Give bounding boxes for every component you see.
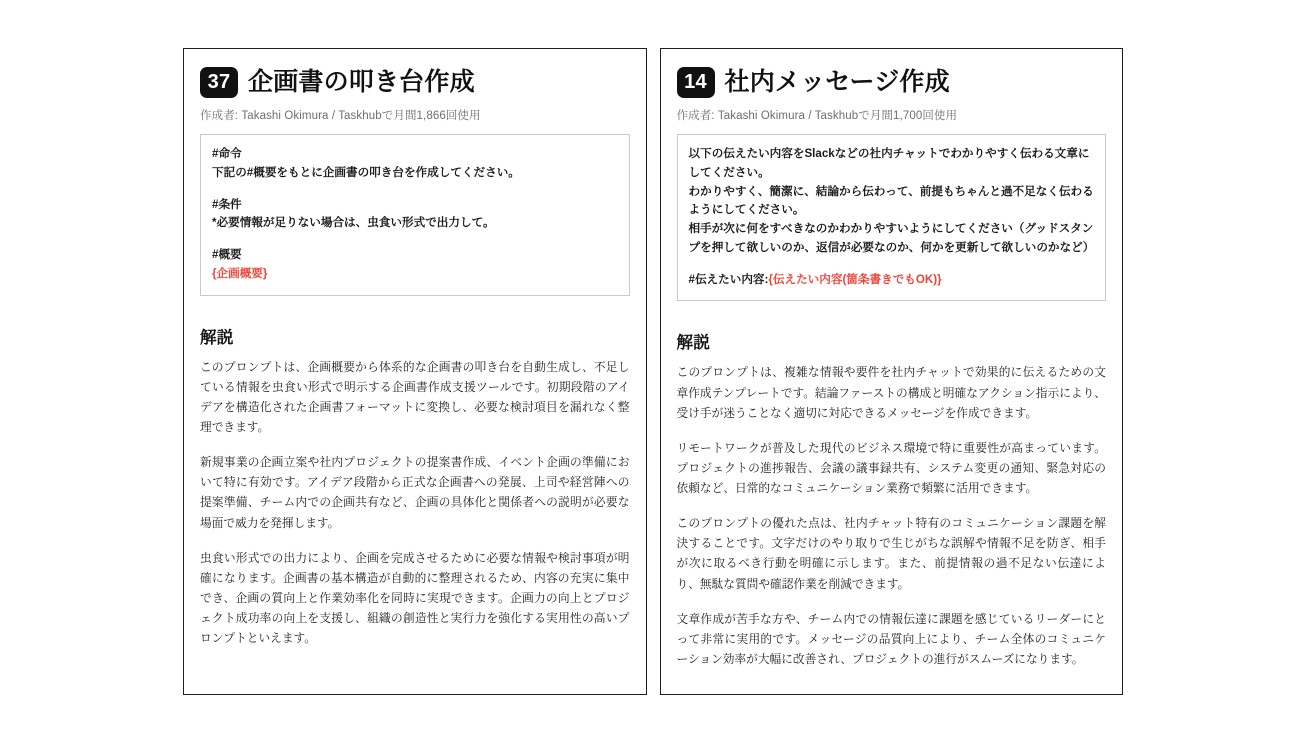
prompt-spacer — [212, 183, 618, 196]
explanation-paragraph: 文章作成が苦手な方や、チーム内での情報伝達に課題を感じているリーダーにとって非常に実用的です。メッセージの品質向上により、チーム全体のコミュニケーション効率が大幅に改善され、プロジェクトの進行がスムーズになります。 — [676, 612, 1106, 666]
prompt-line-condition-body: *必要情報が足りない場合は、虫食い形式で出力して。 — [212, 216, 495, 230]
explanation-paragraph: このプロンプトは、複雑な情報や要件を社内チャットで効果的に伝えるための文章作成テンプレートです。結論ファーストの構成と明確なアクション指示により、受け手が迷うことなく適切に対応できるメッセージを作成できます。 — [676, 366, 1106, 420]
explanation-heading: 解説 — [200, 328, 234, 347]
prompt-card-14 — [660, 48, 1124, 695]
explanation-paragraph: 虫食い形式での出力により、企画を完成させるために必要な情報や検討事項が明確になります。企画書の基本構造が自動的に整理されるため、内容の充実に集中でき、企画の質向上と作業効率化を同時に実現できます。企画力の向上とプロジェクト成功率の向上を支援し、組織の創造性と実行力を強化する実用性の高いプロンプトといえます。 — [200, 551, 630, 646]
explanation-body — [200, 358, 630, 650]
prompt-line-instruction-3: 相手が次に何をすべきなのかわかりやすいようにしてください（グッドスタンプを押して欲しいのか、返信が必要なのか、何かを更新して欲しいのかなど） — [688, 222, 1095, 254]
prompt-spacer — [212, 233, 618, 246]
explanation-paragraph: このプロンプトは、企画概要から体系的な企画書の叩き台を自動生成し、不足している情報を虫食い形式で明示する企画書作成支援ツールです。初期段階のアイデアを構造化された企画書フォーマットに変換し、必要な検討項目を漏れなく整理できます。 — [200, 360, 630, 435]
card-header — [200, 67, 630, 98]
prompt-spacer — [689, 258, 1095, 271]
prompt-line-command-heading: #命令 — [212, 147, 242, 160]
explanation-heading: 解説 — [676, 334, 711, 353]
prompt-line-instruction-2: わかりやすく、簡潔に、結論から伝わって、前提もちゃんと過不足なく伝わるようにしてください。 — [688, 184, 1094, 217]
explanation-paragraph: このプロンプトの優れた点は、社内チャット特有のコミュニケーション課題を解決することです。文字だけのやり取りで生じがちな誤解や情報不足を防ぎ、相手が次に取るべき行動を明確に示します。また、前提情報の過不足ない伝達により、無駄な質問や確認作業を削減できます。 — [676, 517, 1106, 591]
prompt-line-instruction-1: 以下の伝えたい内容をSlackなどの社内チャットでわかりやすく伝わる文章にしてください。 — [688, 147, 1090, 179]
explanation-body — [677, 363, 1107, 670]
prompt-label-content: #伝えたい内容: — [688, 272, 769, 286]
explanation-paragraph: 新規事業の企画立案や社内プロジェクトの提案書作成、イベント企画の準備において特に有効です。アイデア段階から正式な企画書への発展、上司や経営陣への提案準備、チーム内での企画共有など、企画の具体化と関係者への説明が必要な場面で威力を発揮します。 — [200, 456, 630, 530]
prompt-placeholder-summary: {企画概要} — [212, 266, 268, 280]
card-title: 社内メッセージ作成 — [724, 68, 950, 97]
explanation-paragraph: リモートワークが普及した現代のビジネス環境で特に重要性が高まっています。プロジェクトの進捗報告、会議の議事録共有、システム変更の通知、緊急対応の依頼など、日常的なコミュニケーション業務で頻繁に活用できます。 — [676, 441, 1106, 496]
prompt-placeholder-content: {伝えたい内容(箇条書きでもOK)} — [768, 272, 942, 286]
prompt-text-box[interactable] — [200, 134, 630, 296]
prompt-card-list — [183, 48, 1123, 695]
card-title: 企画書の叩き台作成 — [248, 68, 475, 97]
prompt-line-content-label — [689, 271, 1095, 290]
prompt-line-summary-heading: #概要 — [212, 248, 242, 262]
prompt-line-condition-heading: #条件 — [212, 197, 242, 211]
rank-badge: 37 — [200, 67, 238, 98]
card-byline: 作成者: Takashi Okimura / Taskhubで月間1,700回使用 — [676, 110, 958, 122]
prompt-text-box[interactable] — [677, 134, 1107, 301]
rank-badge: 14 — [677, 67, 715, 98]
prompt-card-37 — [183, 48, 647, 695]
prompt-line-command-body: 下記の#概要をもとに企画書の叩き台を作成してください。 — [212, 165, 520, 179]
card-byline: 作成者: Takashi Okimura / Taskhubで月間1,866回使用 — [200, 110, 481, 122]
card-header — [677, 67, 1107, 98]
